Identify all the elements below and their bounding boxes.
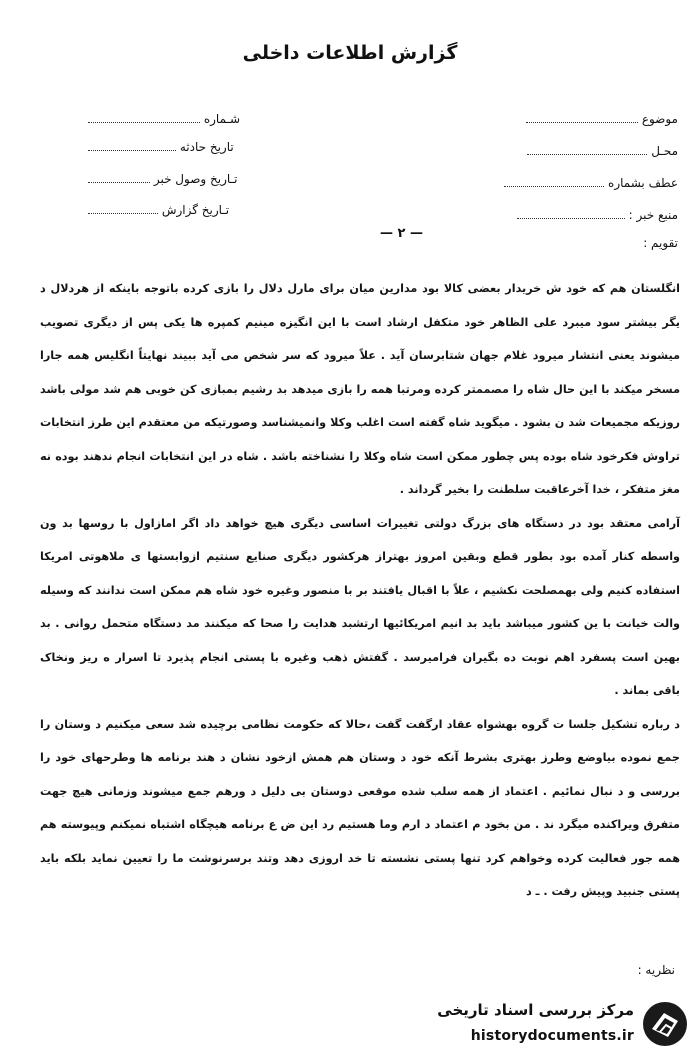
field-incident-date-dots xyxy=(88,140,176,151)
field-report-date-dots xyxy=(88,203,158,214)
field-incident-date-label: تاریخ حادثه xyxy=(179,140,234,154)
opinion-label: نظریه : xyxy=(637,963,675,977)
watermark xyxy=(400,995,692,1053)
body-paragraph-2: آرامی معتقد بود در دستگاه های بزرگ دولتی تغییرات اساسی دیگری هیچ خواهد داد اگر امازاول با روسها بد ون واسطه کنار آمده بود بطور قطع وبقین امروز بهتراز هرکشور دیگری صنایع سنتیم ازوابستها ی ملاهوتی امریکا استفاده کنیم ولی بهمصلحت نکشیم ، علاً با اقبال یافتند بر با منصور وغیره خود شاه هم ممکن است ندانند که وسیله والت خیانت با ین کشور میباشد باید بد انیم امریکائیها ارتشبد هدایت را صحا که میکنند مد دستگاه متحمل روانی . بد بهین است پسفرد اهم نوبت ده بگیران فرامیرسد . گفتش ذهب وغیره با پستی انجام پذیرد تا اسرار ه ریز ونخاک باقی بماند . xyxy=(40,516,680,697)
field-receipt-date-dots xyxy=(88,172,150,183)
field-source xyxy=(517,208,678,222)
field-source-label: منبع خبر : xyxy=(628,208,678,222)
report-body xyxy=(40,272,680,909)
field-report-date-label: تـاریخ گزارش xyxy=(161,203,230,217)
document-title: گزارش اطلاعات داخلی xyxy=(242,42,458,64)
field-subject-dots xyxy=(526,112,638,123)
body-paragraph-1: انگلستان هم که خود ش خریدار بعضی کالا بود مدارین میان برای مارل دلال را بازی کرده باتوجه باینکه از هردلال د یگر بیشتر سود میبرد علی الظاهر خود متکفل ارشاد است با این انگیزه مینیم کمپره ها یکی پس از دیگری تصویب میشوند یعنی انتشار میرود غلام جهان شتابرسان آید . علاً میرود که سر شخص می آید ببیند نهایتاً انگلیس همه جارا مسخر میکند با این حال شاه را مصممتر کرده ومرتبا همه را بازی میدهد بد رشیم بمبازی کن خوبی هم شد مولی باشد روزیکه مجمیعات شد ن بشود . میگوید شاه گفته است اغلب وکلا وانمیشناسد وصورتیکه من معتقدم این طرز انتخابات تراوش فکرخود شاه بوده پس چطور ممکن است شاه وکلا را نشناخته باشد . شاه در این انتخابات انجام ندهند بوده نه مغز متفکر ، خدا آخرعاقبت سلطنت را بخیر گرداند . xyxy=(40,282,680,496)
field-calendar xyxy=(643,236,678,250)
field-subject xyxy=(526,112,678,126)
field-reference xyxy=(504,176,678,190)
field-report-date xyxy=(88,203,229,217)
field-reference-dots xyxy=(504,176,604,187)
watermark-title: مرکز بررسی اسناد تاریخی xyxy=(437,1001,634,1019)
field-receipt-date-label: تـاریخ وصول خبر xyxy=(153,172,238,186)
field-subject-label: موضوع xyxy=(641,112,678,126)
field-receipt-date xyxy=(88,172,237,186)
field-reference-label: عطف بشماره xyxy=(608,176,678,190)
body-paragraph-3: د رباره تشکیل جلسا ت گروه بهشواه عقاد ارگفت گفت ،حالا که حکومت نظامی برچیده شد سعی میکنیم د وستان را جمع نموده بیاوضع وطرز بهتری بشرط آنکه خود د وستان هم همش ازخود نشان د هند برنامه ها وطرحهای خود را بررسی و د نبال نمائیم . اعتماد از همه سلب شده موقعی دوستان بی دلیل د ورهم جمع میشوند وزمانی هیچ جهت متفرق ویراکنده میگرد ند . من بخود م اعتماد د ارم وما هستیم رد این ض ع برنامه هیچگاه اشتباه نمیکنم وپیوسته هم همه جور فعالیت کرده وخواهم کرد تنها پستی نشسته تا خد اروزی دهد وتند برسرنوشت ما را تعیین نماید بلکه باید پستی جنبید وپیش رفت . ـ د xyxy=(40,717,680,898)
page-number: — ۲ — xyxy=(380,226,423,241)
field-calendar-label: تقویم : xyxy=(643,236,678,250)
field-location-dots xyxy=(527,144,647,155)
field-number-dots xyxy=(88,112,200,123)
field-location-label: محـل xyxy=(651,144,678,158)
field-source-dots xyxy=(517,208,625,219)
field-number-label: شـماره xyxy=(203,112,241,126)
field-location xyxy=(527,144,678,158)
field-incident-date xyxy=(88,140,234,154)
watermark-url: historydocuments.ir xyxy=(470,1028,634,1044)
field-number xyxy=(88,112,240,126)
archive-logo-icon xyxy=(640,999,690,1049)
